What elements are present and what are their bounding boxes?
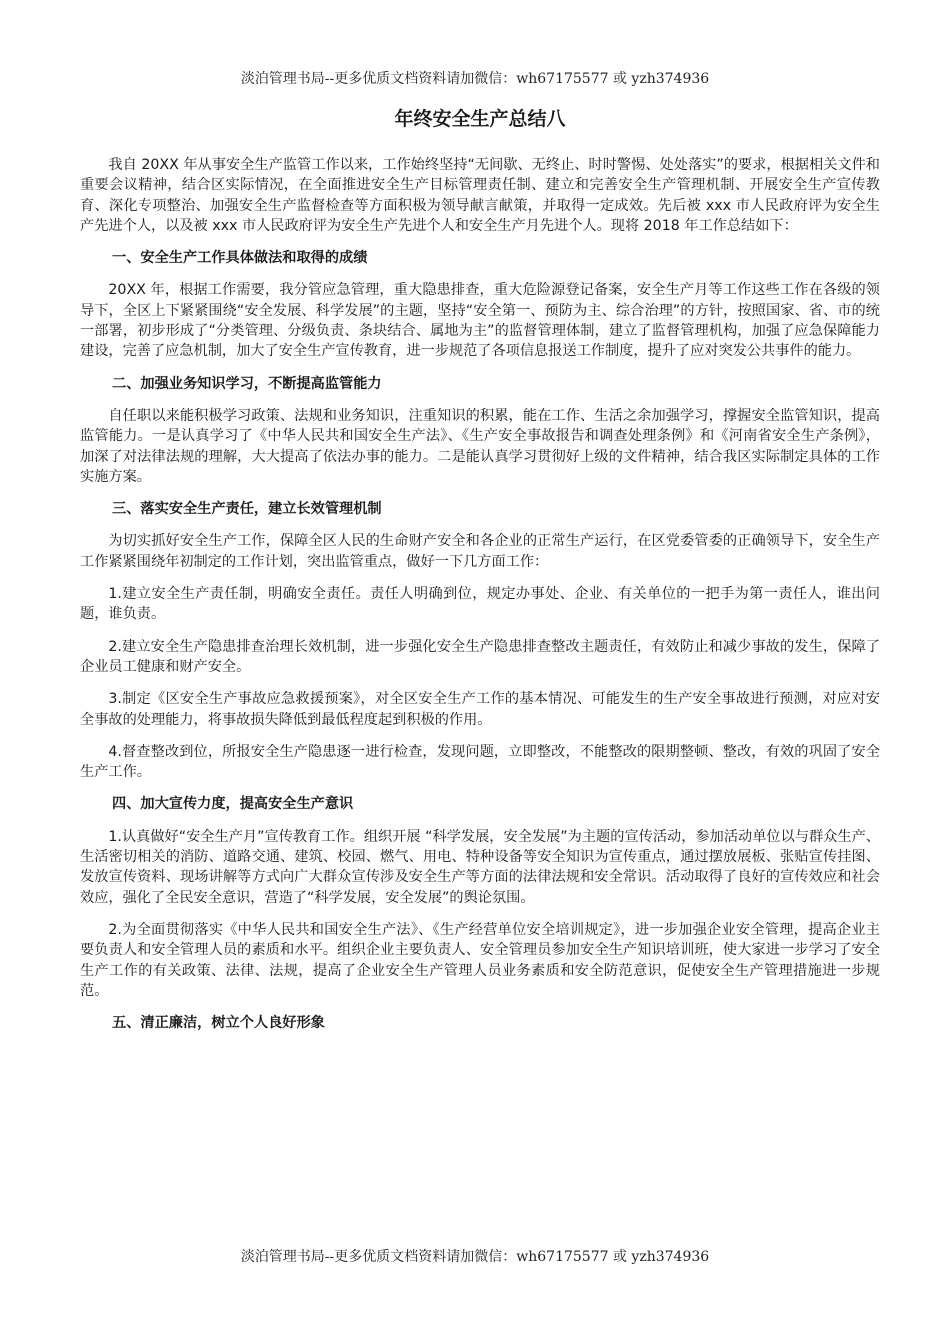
list-item: 2.为全面贯彻落实《中华人民共和国安全生产法》、《生产经营单位安全培训规定》，进一步加强企业安全管理，提高企业主要负责人和安全管理人员的素质和水平。组织企业主要负责人、安全管理员参加安全生产知识培训班，使大家进一步学习了安全生产工作的有关政策、法律、法规，提高了企业安全生产管理人员业务素质和安全防范意识，促使安全生产管理措施进一步规范。 <box>80 921 880 999</box>
section-heading: 一、安全生产工作具体做法和取得的成绩 <box>112 250 368 267</box>
section-heading: 三、落实安全生产责任，建立长效管理机制 <box>112 501 382 518</box>
list-item: 1.建立安全生产责任制，明确安全责任。责任人明确到位，规定办事处、企业、有关单位的一把手为第一责任人，谁出问题，谁负责。 <box>80 586 880 623</box>
document-body <box>80 105 880 1045</box>
body-paragraph: 20XX 年，根据工作需要，我分管应急管理，重大隐患排查，重大危险源登记备案，安全生产月等工作这些工作在各级的领导下，全区上下紧紧围绕“安全发展、科学发展”的主题，坚持“安全第一、预防为主、综合治理”的方针，按照国家、省、市的统一部署，初步形成了“分类管理、分级负责、条块结合、属地为主”的监督管理体制，建立了监督管理机构，加强了应急保障能力建设，完善了应急机制，加大了安全生产宣传教育，进一步规范了各项信息报送工作制度，提升了应对突发公共事件的能力。 <box>80 282 880 360</box>
intro-paragraph: 我自 20XX 年从事安全生产监管工作以来，工作始终坚持“无间歇、无终止、时时警惕、处处落实”的要求，根据相关文件和重要会议精神，结合区实际情况，在全面推进安全生产目标管理责任制、建立和完善安全生产管理机制、开展安全生产宣传教育、深化专项整治、加强安全生产监督检查等方面积极为领导献言献策，并取得一定成效。先后被 xxx 市人民政府评为安全生产先进个人，以及被 xxx 市人民政府评为安全生产先进个人和安全生产月先进个人。现将 2018 年工作总结如下： <box>80 157 880 234</box>
list-item: 2.建立安全生产隐患排查治理长效机制，进一步强化安全生产隐患排查整改主题责任，有效防止和减少事故的发生，保障了企业员工健康和财产安全。 <box>80 638 880 675</box>
section-heading: 四、加大宣传力度，提高安全生产意识 <box>112 796 354 813</box>
page-footer: 淡泊管理书局--更多优质文档资料请加微信：wh67175577 或 yzh374936 <box>240 1249 710 1265</box>
document-title: 年终安全生产总结八 <box>394 108 566 130</box>
body-paragraph: 自任职以来能积极学习政策、法规和业务知识，注重知识的积累，能在工作、生活之余加强学习，撑握安全监管知识，提高监管能力。一是认真学习了《中华人民共和国安全生产法》、《生产安全事故报告和调查处理条例》和《河南省安全生产条例》，加深了对法律法规的理解，大大提高了依法办事的能力。二是能认真学习贯彻好上级的文件精神，结合我区实际制定具体的工作实施方案。 <box>80 407 880 485</box>
list-item: 4.督查整改到位，所报安全生产隐患逐一进行检查，发现问题，立即整改，不能整改的限期整顿、整改，有效的巩固了安全生产工作。 <box>80 743 880 781</box>
section-heading: 五、清正廉洁，树立个人良好形象 <box>112 1015 325 1032</box>
body-paragraph: 为切实抓好安全生产工作，保障全区人民的生命财产安全和各企业的正常生产运行，在区党委管委的正确领导下，安全生产工作紧紧围绕年初制定的工作计划，突出监管重点，做好一下几方面工作： <box>80 533 880 570</box>
list-item: 3.制定《区安全生产事故应急救援预案》，对全区安全生产工作的基本情况、可能发生的生产安全事故进行预测，对应对安全事故的处理能力，将事故损失降低到最低程度起到积极的作用。 <box>80 691 880 728</box>
section-heading: 二、加强业务知识学习，不断提高监管能力 <box>112 375 382 392</box>
list-item: 1.认真做好“安全生产月”宣传教育工作。组织开展 “科学发展，安全发展”为主题的宣传活动，参加活动单位以与群众生产、生活密切相关的消防、道路交通、建筑、校园、燃气、用电、特种设备等安全知识为宣传重点，通过摆放展板、张贴宣传挂图、发放宣传资料、现场讲解等方式向广大群众宣传涉及安全生产等方面的法律法规和安全常识。活动取得了良好的宣传效应和社会效应，强化了全民安全意识，营造了“科学发展，安全发展”的舆论氛围。 <box>80 828 880 906</box>
page-header: 淡泊管理书局--更多优质文档资料请加微信：wh67175577 或 yzh374936 <box>240 71 710 87</box>
